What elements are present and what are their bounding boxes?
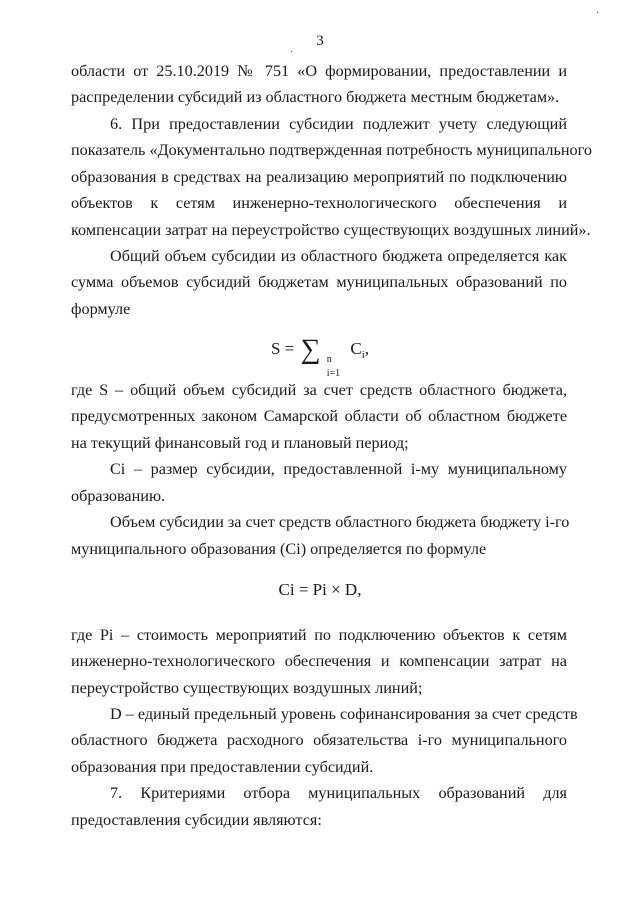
ci-formula: Ci = Pi × D, — [278, 580, 362, 599]
sum-formula — [0, 334, 640, 381]
text-line: инженерно-технологического обеспечения и компенсации затрат на — [71, 652, 567, 670]
scan-speck: · — [290, 47, 294, 58]
sum-lower-limit: i=1 — [326, 368, 341, 379]
text-line: где Pi – стоимость мероприятий по подключению объектов к сетям — [71, 626, 567, 644]
formula-lhs: S — [270, 339, 281, 358]
sum-limits — [327, 353, 340, 381]
text-line: 7. Критериями отбора муниципальных образований для — [110, 784, 567, 802]
text-line: 6. При предоставлении субсидии подлежит учету следующий — [110, 115, 567, 133]
text-line: распределении субсидий из областного бюджета местным бюджетам». — [71, 88, 560, 106]
formula-term: C — [350, 339, 362, 358]
text-line: предусмотренных законом Самарской области об областном бюджете — [71, 407, 567, 425]
text-line: переустройство существующих воздушных линий; — [71, 679, 423, 697]
text-line: муниципального образования (Ci) определяется по формуле — [71, 540, 487, 558]
scan-speck: · — [596, 8, 600, 19]
text-line: образования при предоставлении субсидий. — [71, 758, 374, 776]
text-line: D – единый предельный уровень софинансирования за счет средств — [110, 705, 578, 723]
text-line: области от 25.10.2019 № 751 «О формировании, предоставлении и — [71, 62, 567, 80]
sum-upper-limit: n — [326, 354, 332, 365]
formula-tail: , — [364, 339, 370, 358]
text-line: компенсации затрат на переустройство существующих воздушных линий». — [71, 221, 591, 239]
text-line: сумма объемов субсидий бюджетам муниципальных образований по — [71, 273, 567, 291]
text-line: образования в средствах на реализацию мероприятий по подключению — [71, 168, 567, 186]
text-line: показатель «Документально подтвержденная потребность муниципального — [71, 141, 592, 159]
formula-equals: = — [284, 339, 295, 358]
text-line: Объем субсидии за счет средств областного бюджета бюджету i-го — [110, 513, 570, 531]
text-line: Общий объем субсидии из областного бюджета определяется как — [110, 247, 567, 265]
page-number: 3 — [316, 33, 324, 49]
text-line: объектов к сетям инженерно-технологического обеспечения и — [71, 194, 567, 212]
text-line: Ci – размер субсидии, предоставленной i-му муниципальному — [110, 460, 567, 478]
text-line: областного бюджета расходного обязательства i-го муниципального — [71, 731, 567, 749]
text-line: предоставления субсидии являются: — [71, 811, 322, 829]
text-line: образованию. — [71, 487, 166, 505]
text-line: на текущий финансовый год и плановый период; — [71, 434, 409, 452]
text-line: где S – общий объем субсидий за счет средств областного бюджета, — [71, 381, 567, 399]
text-line: формуле — [71, 300, 131, 318]
sigma-symbol: ∑ — [300, 334, 321, 365]
formula-term-subscript: i — [361, 349, 365, 361]
